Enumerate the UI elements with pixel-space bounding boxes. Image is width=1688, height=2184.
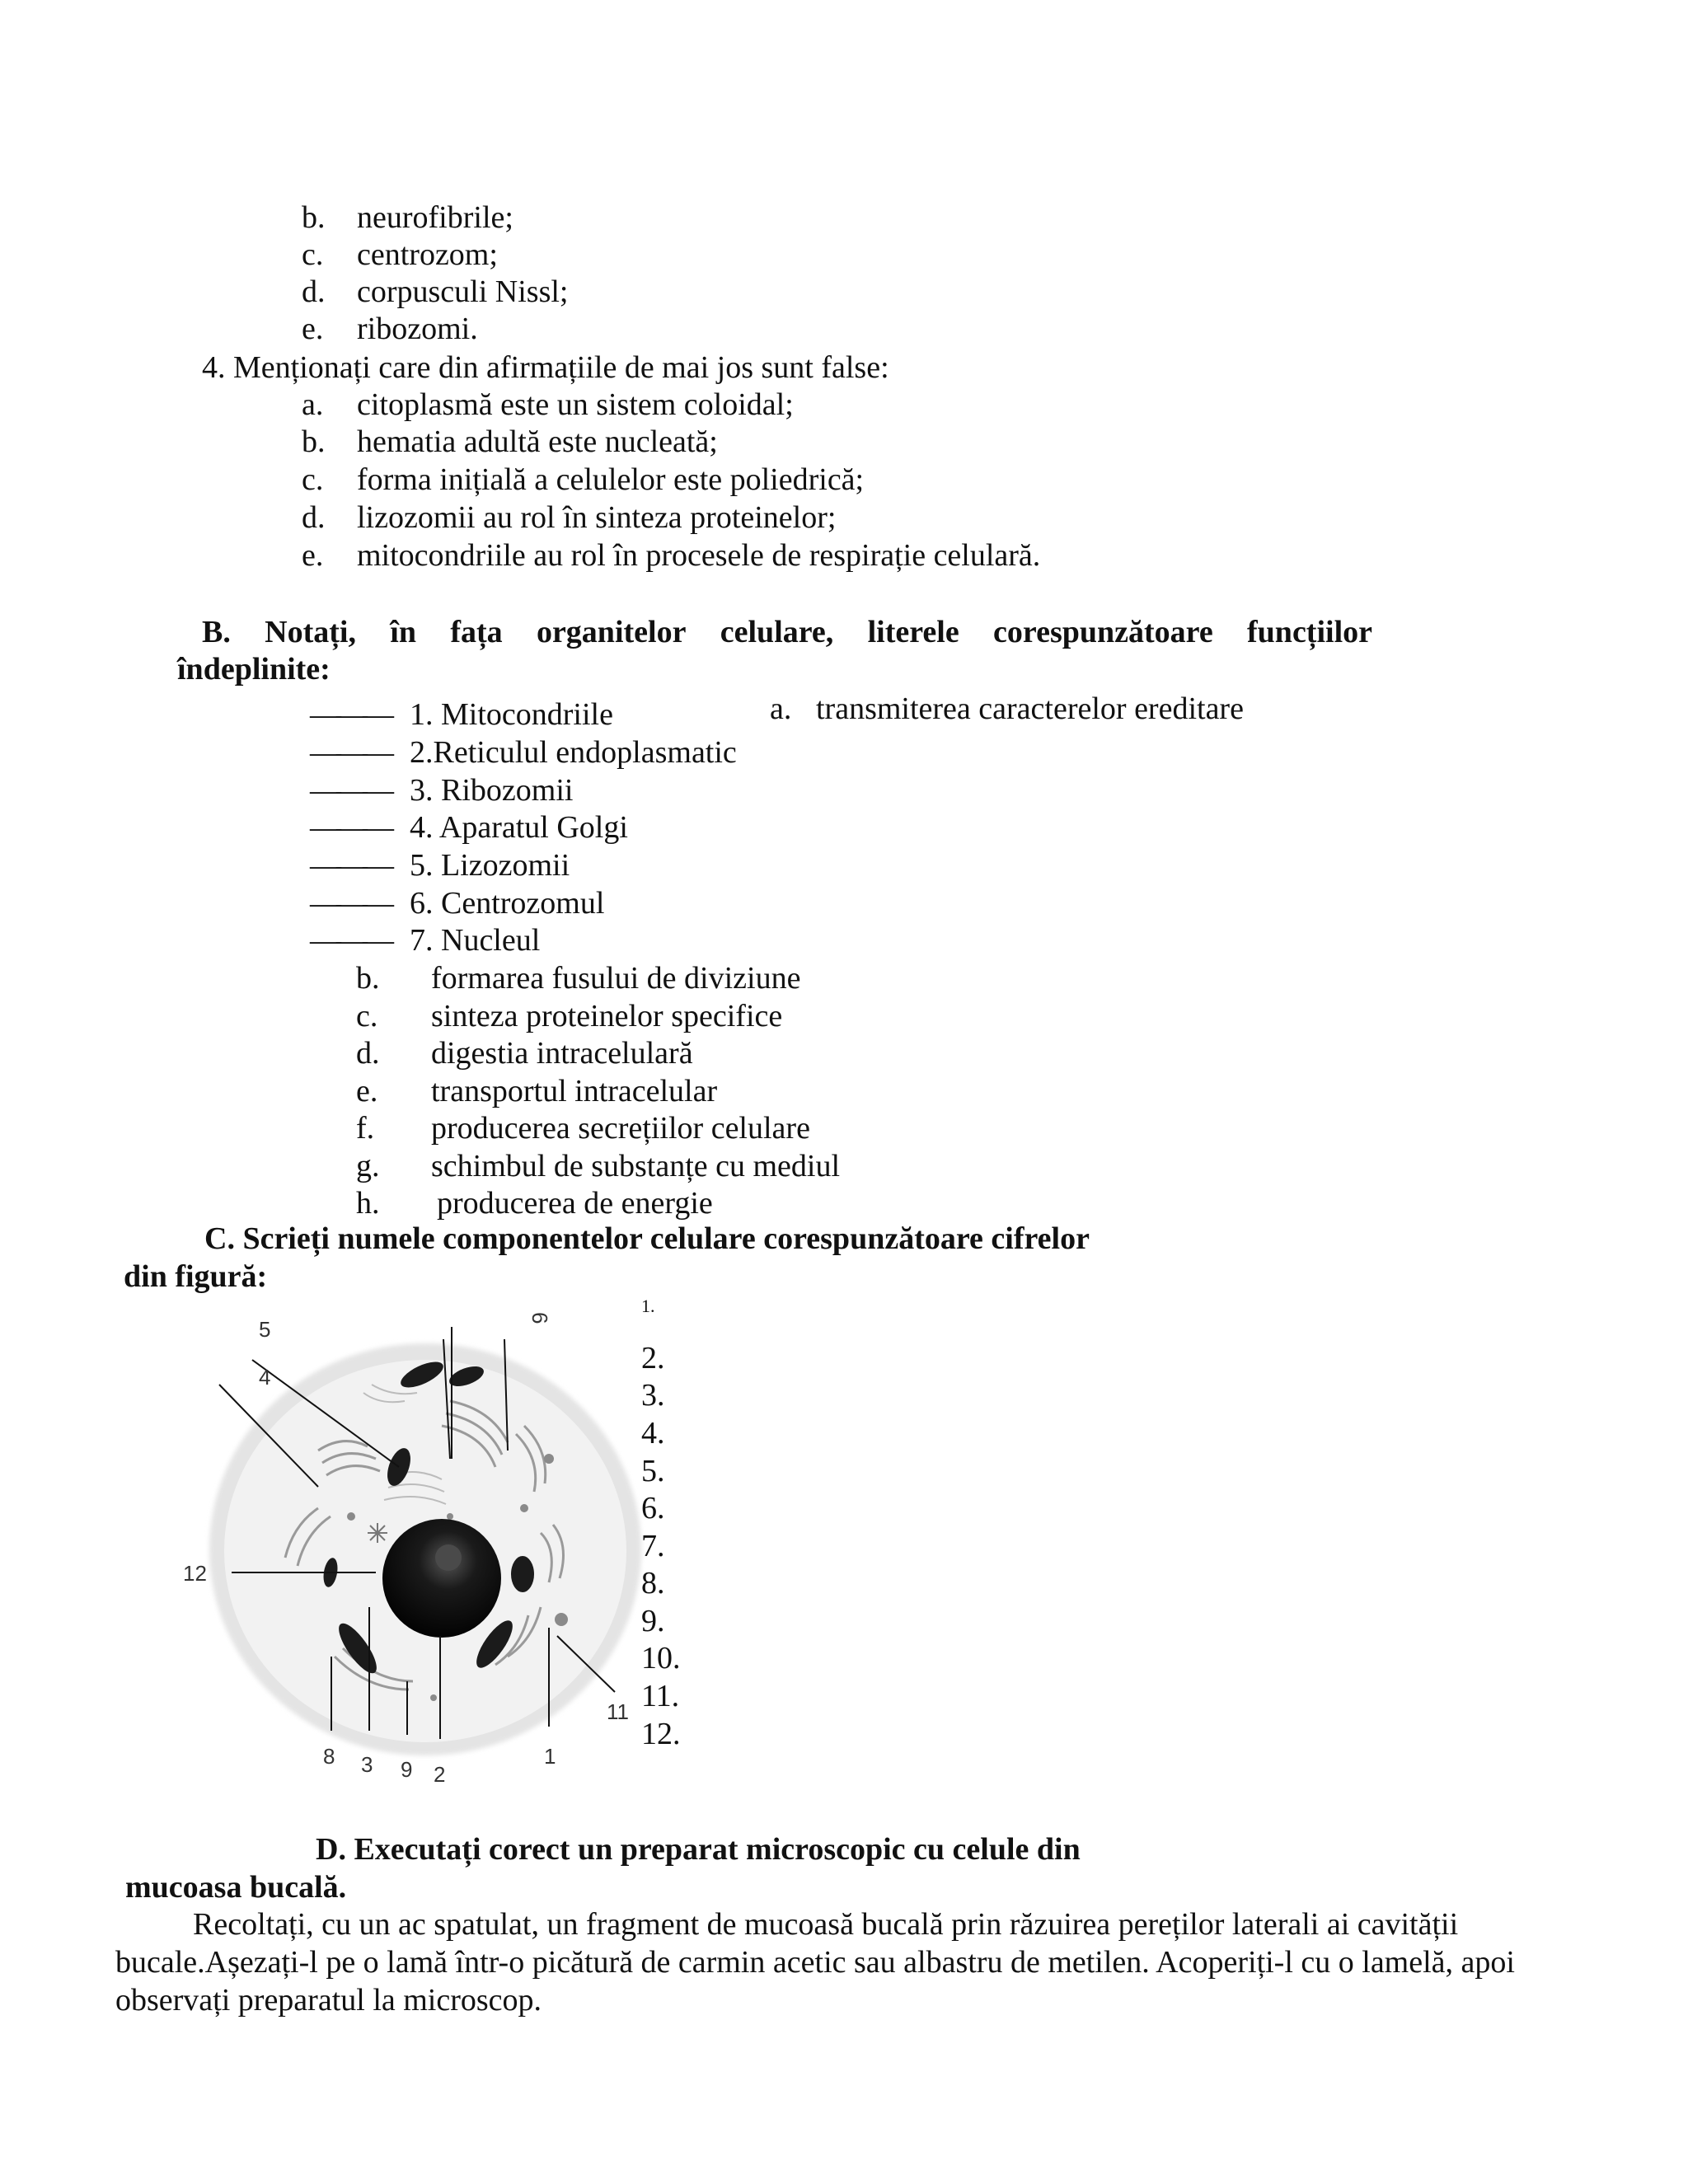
organelle-item: 4. Aparatul Golgi	[410, 810, 628, 845]
heading-word: fața	[450, 615, 503, 649]
option-text: centrozom;	[357, 237, 498, 272]
label-12: 12	[183, 1561, 207, 1586]
answer-blank: ———	[310, 735, 389, 770]
organelle-item: 6. Centrozomul	[410, 886, 605, 921]
function-text: producerea secrețiilor celulare	[431, 1111, 810, 1146]
function-text: sinteza proteinelor specifice	[431, 999, 783, 1033]
option-letter: c.	[302, 462, 324, 497]
function-letter: a.	[770, 691, 792, 726]
option-text: hematia adultă este nucleată;	[357, 424, 718, 459]
option-text: citoplasmă este un sistem coloidal;	[357, 387, 794, 422]
label-1: 1	[544, 1744, 556, 1769]
answer-blank: ———	[310, 923, 389, 958]
label-11: 11	[607, 1699, 629, 1724]
option-text: mitocondriile au rol în procesele de respirație celulară.	[357, 538, 1041, 573]
answer-number: 7.	[641, 1529, 665, 1563]
instructions-paragraph: Recoltați, cu un ac spatulat, un fragment de mucoasă bucală prin răzuirea pereților laterali ai cavității bucale.Așezați-l pe o lamă într-o picătură de carmin acetic sau albastru de metilen. Acoperiți-l cu o lamelă, apoi observați preparatul la microscop.	[115, 1907, 1515, 2018]
option-text: neurofibrile;	[357, 200, 513, 235]
answer-number: 9.	[641, 1604, 665, 1638]
nucleolus	[435, 1544, 462, 1571]
heading-word: funcțiilor	[1247, 615, 1372, 649]
answer-blank: ———	[310, 697, 389, 732]
heading-word: organitelor	[536, 615, 687, 649]
function-text: producerea de energie	[437, 1186, 713, 1221]
function-letter: e.	[356, 1074, 378, 1108]
function-letter: b.	[356, 961, 380, 996]
function-text: schimbul de substanțe cu mediul	[431, 1149, 841, 1183]
section-d-heading: D. Executați corect un preparat microscopic cu celule din	[316, 1832, 1081, 1867]
label-9: 9	[401, 1757, 413, 1782]
option-letter: c.	[302, 237, 324, 272]
heading-word: celulare,	[720, 615, 834, 649]
option-letter: e.	[302, 312, 324, 346]
answer-number: 1.	[641, 1296, 655, 1316]
answer-number: 5.	[641, 1454, 665, 1488]
organelle-item: 7. Nucleul	[410, 923, 541, 958]
function-letter: h.	[356, 1186, 380, 1221]
answer-blank: ———	[310, 810, 389, 845]
answer-blank: ———	[310, 773, 389, 808]
function-letter: c.	[356, 999, 378, 1033]
section-c-heading-cont: din figură:	[124, 1259, 268, 1294]
section-d-heading-cont: mucoasa bucală.	[125, 1870, 347, 1905]
option-letter: b.	[302, 200, 326, 235]
label-6: 6	[528, 1312, 552, 1324]
heading-word: în	[390, 615, 416, 649]
label-2: 2	[434, 1762, 446, 1787]
option-letter: e.	[302, 538, 324, 573]
answer-number: 8.	[641, 1566, 665, 1601]
option-letter: d.	[302, 500, 326, 535]
answer-number: 4.	[641, 1416, 665, 1451]
answer-number: 6.	[641, 1491, 665, 1526]
option-text: ribozomi.	[357, 312, 478, 346]
option-letter: b.	[302, 424, 326, 459]
answer-number: 10.	[641, 1641, 681, 1675]
answer-number: 2.	[641, 1341, 665, 1376]
answer-number: 3.	[641, 1378, 665, 1413]
function-text: digestia intracelulară	[431, 1036, 693, 1071]
label-5: 5	[259, 1317, 271, 1342]
heading-word: Notați,	[265, 615, 356, 649]
label-4: 4	[259, 1365, 271, 1390]
label-3: 3	[361, 1752, 373, 1777]
function-letter: f.	[356, 1111, 375, 1146]
centrosome	[368, 1523, 387, 1543]
organelle-item: 2.Reticulul endoplasmatic	[410, 735, 737, 770]
section-b-heading	[202, 614, 1372, 650]
organelle-item: 5. Lizozomii	[410, 848, 570, 883]
function-letter: d.	[356, 1036, 380, 1071]
organelle-item: 3. Ribozomii	[410, 773, 574, 808]
answer-blank: ———	[310, 848, 389, 883]
option-letter: a.	[302, 387, 324, 422]
label-8: 8	[323, 1744, 335, 1769]
answer-blank: ———	[310, 886, 389, 921]
cell-diagram	[183, 1310, 664, 1788]
function-text: transportul intracelular	[431, 1074, 718, 1108]
option-text: corpusculi Nissl;	[357, 274, 569, 309]
option-text: forma inițială a celulelor este poliedrică;	[357, 462, 865, 497]
section-b-heading-cont: îndeplinite:	[177, 652, 331, 687]
function-letter: g.	[356, 1149, 380, 1183]
heading-word: corespunzătoare	[993, 615, 1213, 649]
question-text: 4. Menționați care din afirmațiile de mai jos sunt false:	[202, 350, 889, 385]
heading-word: literele	[867, 615, 959, 649]
section-c-heading: C. Scrieți numele componentelor celulare corespunzătoare cifrelor	[204, 1221, 1090, 1256]
answer-number: 11.	[641, 1679, 680, 1713]
option-text: lizozomii au rol în sinteza proteinelor;	[357, 500, 837, 535]
organelle-item: 1. Mitocondriile	[410, 697, 613, 732]
nucleus	[382, 1519, 501, 1638]
option-letter: d.	[302, 274, 326, 309]
function-text: transmiterea caracterelor ereditare	[816, 691, 1244, 726]
function-text: formarea fusului de diviziune	[431, 961, 801, 996]
heading-word: B.	[202, 615, 231, 649]
answer-number: 12.	[641, 1717, 681, 1751]
